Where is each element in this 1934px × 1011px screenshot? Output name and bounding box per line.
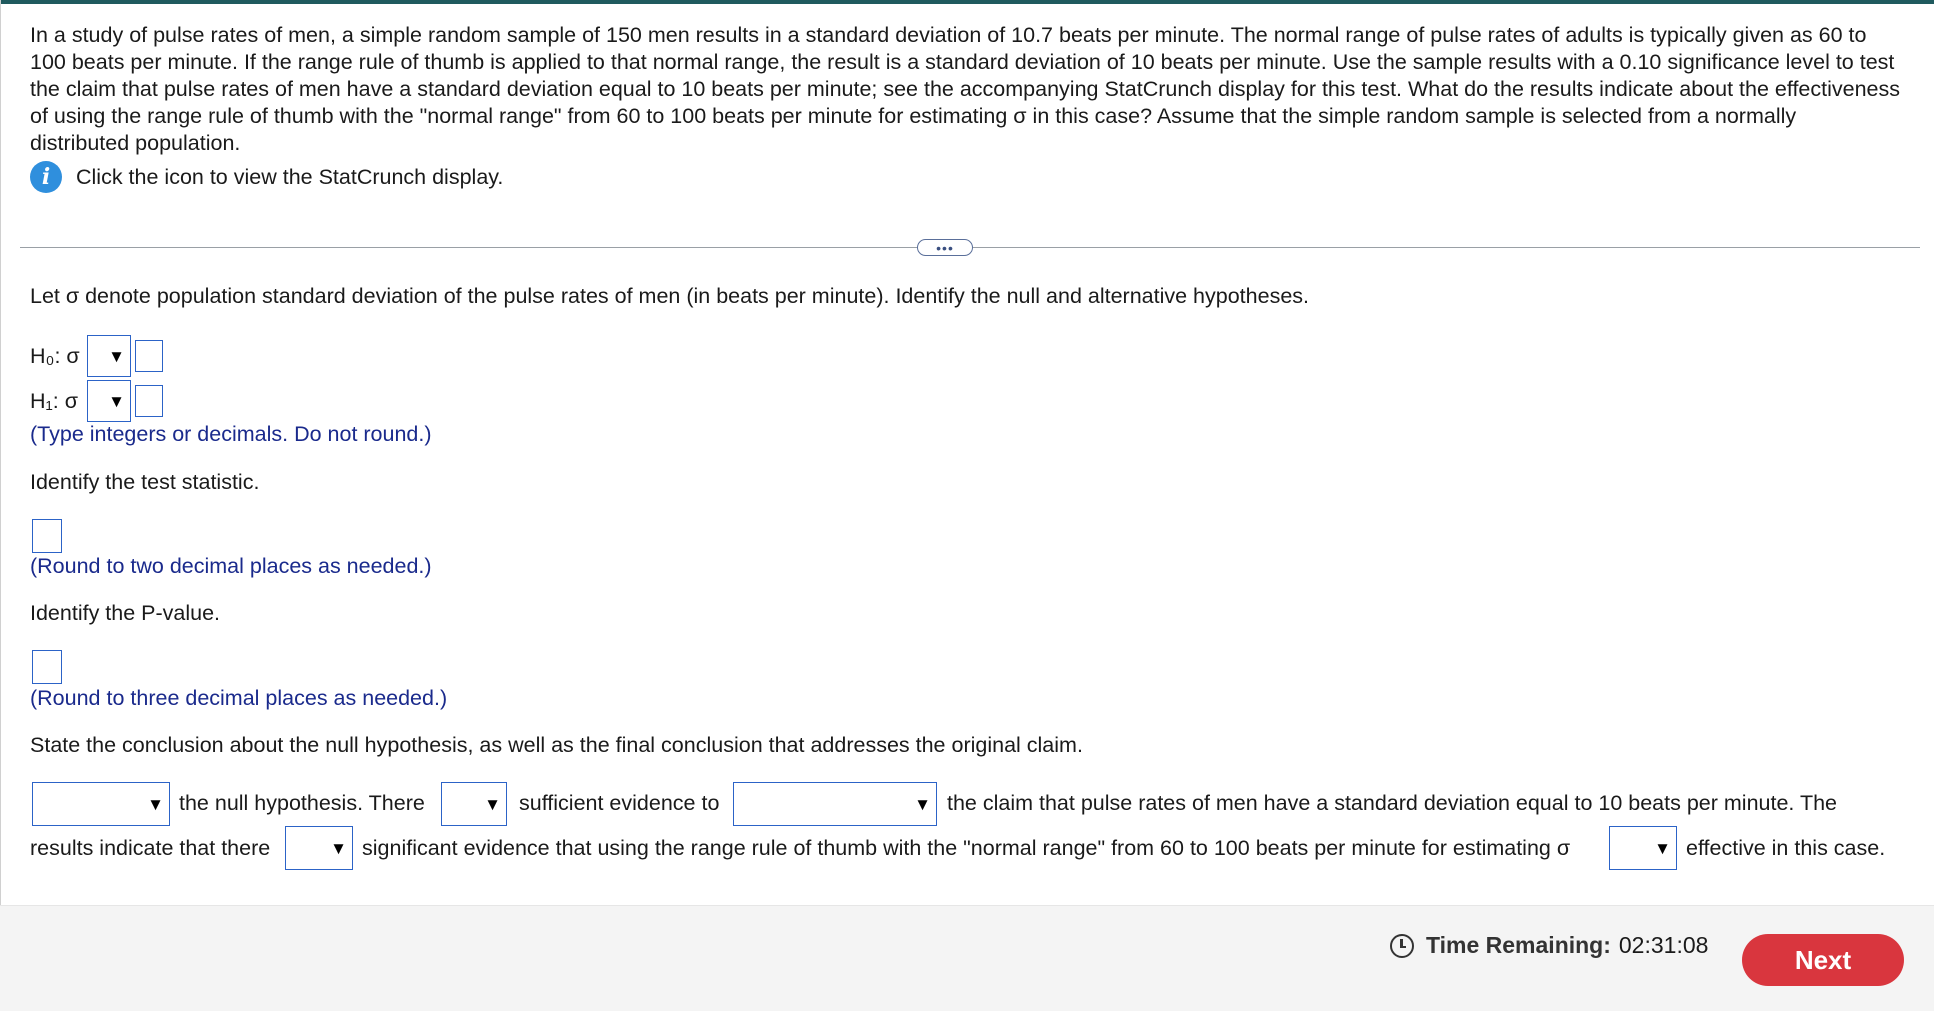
hypotheses-prompt: Let σ denote population standard deviation of the pulse rates of men (in beats per minute). Identify the null and alternative hypotheses. [30,284,1309,308]
conclusion-text-3: the claim that pulse rates of men have a standard deviation equal to 10 beats per minute. The [947,791,1838,815]
chevron-down-icon: ▼ [484,794,501,814]
p-value-prompt: Identify the P-value. [30,601,221,625]
chevron-down-icon: ▼ [1654,838,1671,858]
test-statistic-prompt: Identify the test statistic. [30,470,260,494]
claim-action-dropdown[interactable] [733,782,937,826]
conclusion-text-2: sufficient evidence to [519,791,720,815]
h0-relation-dropdown[interactable] [87,335,131,377]
h0-value-input[interactable] [135,340,163,372]
effective-dropdown[interactable] [1609,826,1677,870]
conclusion-text-4: results indicate that there [30,836,271,860]
conclusion-text-6: effective in this case. [1686,836,1886,860]
question-text: In a study of pulse rates of men, a simple random sample of 150 men results in a standard deviation of 10.7 beats per minute. The normal range of pulse rates of adults is typically given as 60 to 100 beats per minute. If the range rule of thumb is applied to that normal range, the result is a standard deviation of 10 beats per minute. Use the sample results with a 0.10 significance level to test the claim that pulse rates of men have a standard deviation equal to 10 beats per minute; see the accompanying StatCrunch display for this test. What do the results indicate about the effectiveness of using the range rule of thumb with the "normal range" from 60 to 100 beats per minute for estimating σ in this case? Assume that the simple random sample is selected from a normally distributed population. [30,23,1900,155]
reject-decision-dropdown[interactable] [32,782,170,826]
time-remaining-label: Time Remaining: [1426,932,1611,958]
clock-icon [1390,934,1414,958]
more-button[interactable]: ••• [917,239,973,256]
conclusion-text-1: the null hypothesis. There [179,791,425,815]
h0-row [30,335,163,377]
conclusion-text-5: significant evidence that using the range rule of thumb with the "normal range" from 60 to 100 beats per minute for estimating σ [362,836,1571,860]
next-button[interactable]: Next [1742,934,1904,986]
h1-row [30,380,163,422]
info-icon[interactable]: i [30,161,62,193]
left-border [0,0,1,905]
h1-relation-dropdown[interactable] [87,380,131,422]
chevron-down-icon: ▼ [108,346,125,366]
evidence-dropdown[interactable] [441,782,507,826]
statcrunch-info-row [30,162,503,192]
p-value-hint: (Round to three decimal places as needed.) [30,686,448,710]
chevron-down-icon: ▼ [330,838,347,858]
hypotheses-hint: (Type integers or decimals. Do not round.) [30,422,432,446]
chevron-down-icon: ▼ [108,391,125,411]
significant-evidence-dropdown[interactable] [285,826,353,870]
info-text: Click the icon to view the StatCrunch display. [76,164,504,189]
test-statistic-input[interactable] [32,519,62,553]
top-accent-bar [0,0,1934,4]
h1-value-input[interactable] [135,385,163,417]
time-remaining [1390,932,1708,959]
h1-label: H₁: σ [30,388,78,413]
chevron-down-icon: ▼ [147,794,164,814]
chevron-down-icon: ▼ [914,794,931,814]
test-statistic-hint: (Round to two decimal places as needed.) [30,554,432,578]
p-value-input[interactable] [32,650,62,684]
conclusion-prompt: State the conclusion about the null hypothesis, as well as the final conclusion that addresses the original claim. [30,733,1083,757]
time-remaining-value: 02:31:08 [1618,932,1709,958]
h0-label: H₀: σ [30,343,80,368]
